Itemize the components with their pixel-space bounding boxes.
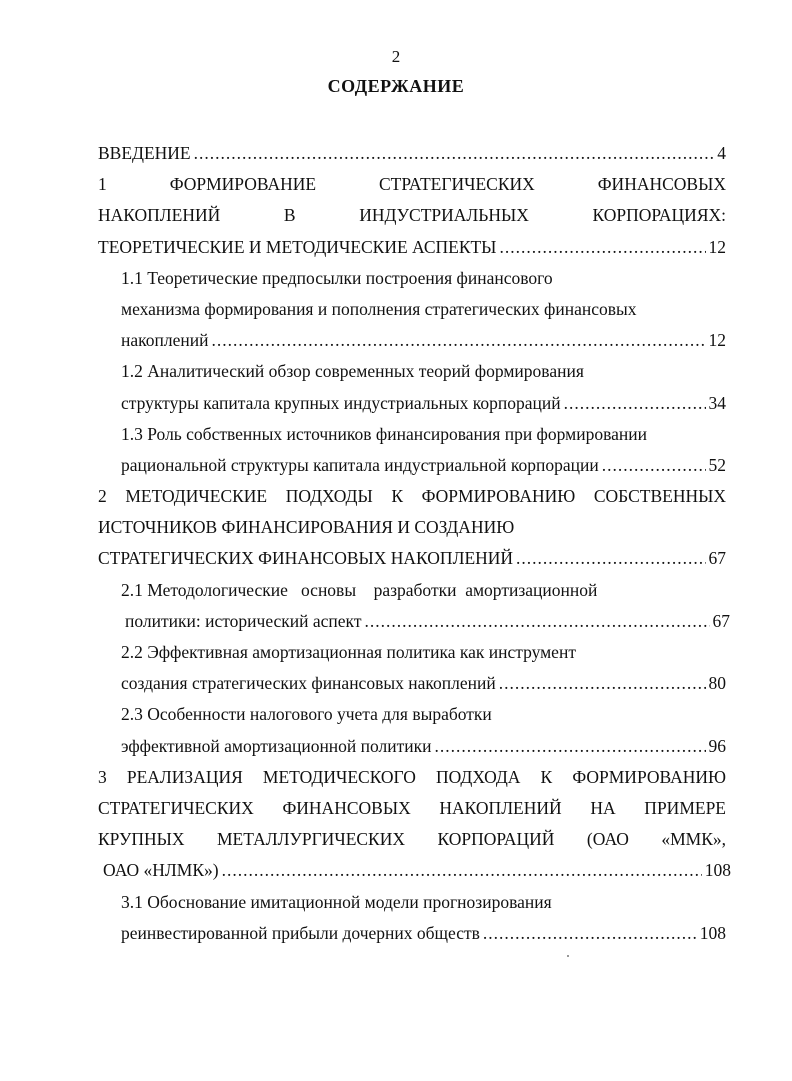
toc-section-2-3-line-2[interactable] xyxy=(121,731,726,762)
toc-entry-text: 3.1 Обоснование имитационной модели прогнозирования xyxy=(121,891,552,912)
toc-entry-text: 2.2 Эффективная амортизационная политика как инструмент xyxy=(121,642,576,662)
toc-section-1-1-line-3[interactable] xyxy=(121,325,726,356)
toc-entry-text: ИСТОЧНИКОВ ФИНАНСИРОВАНИЯ И СОЗДАНИЮ xyxy=(98,517,515,538)
toc-section-1-2-line-2[interactable] xyxy=(121,388,726,419)
toc-chapter-3-line-1[interactable] xyxy=(98,762,726,793)
toc-entry-text: рациональной структуры капитала индустриальной корпорации xyxy=(121,454,599,475)
toc-chapter-3-line-4[interactable] xyxy=(98,855,731,886)
dot-leader xyxy=(602,450,706,481)
toc-entry-text: ТЕОРЕТИЧЕСКИЕ И МЕТОДИЧЕСКИЕ АСПЕКТЫ xyxy=(98,236,497,257)
toc-entry-text: структуры капитала крупных индустриальных корпораций xyxy=(121,392,561,413)
toc-section-3-1-line-1[interactable] xyxy=(121,887,726,918)
toc-page-number: 108 xyxy=(704,860,731,881)
toc-entry-text: механизма формирования и пополнения стратегических финансовых xyxy=(121,298,637,319)
toc-entry-text: 1.3 Роль собственных источников финансирования при формировании xyxy=(121,423,647,444)
toc-page-number: 67 xyxy=(712,610,730,631)
toc-entry-text: эффективной амортизационной политики xyxy=(121,735,432,756)
toc-chapter-1-line-2[interactable] xyxy=(98,200,726,231)
toc-entry-text: 2.1 Методологические основы разработки амортизационной xyxy=(121,579,598,600)
dot-leader xyxy=(364,606,709,637)
toc-entry-text: СТРАТЕГИЧЕСКИХ ФИНАНСОВЫХ НАКОПЛЕНИЙ xyxy=(98,548,514,569)
toc-section-3-1-line-2[interactable] xyxy=(121,918,726,949)
toc-section-2-1-line-2[interactable] xyxy=(121,606,730,637)
scan-speck xyxy=(567,955,569,957)
toc-entry-text: 2.3 Особенности налогового учета для выработки xyxy=(121,704,492,725)
toc-entry-text: 3 РЕАЛИЗАЦИЯ МЕТОДИЧЕСКОГО ПОДХОДА К ФОРМИРОВАНИЮ xyxy=(98,766,726,787)
toc-entry-text: реинвестированной прибыли дочерних обществ xyxy=(121,922,480,943)
dot-leader xyxy=(211,325,705,356)
toc-chapter-1-line-3[interactable] xyxy=(98,232,726,263)
toc-entry-text: 1.1 Теоретические предпосылки построения финансового xyxy=(121,267,553,288)
toc-chapter-1-line-1[interactable] xyxy=(98,169,726,200)
toc-section-2-2-line-2[interactable] xyxy=(121,668,726,699)
toc-chapter-3-line-3[interactable] xyxy=(98,824,726,855)
toc-section-1-1-line-2[interactable] xyxy=(121,294,726,325)
table-of-contents xyxy=(0,138,792,949)
toc-entry-text: 2 МЕТОДИЧЕСКИЕ ПОДХОДЫ К ФОРМИРОВАНИЮ СОБСТВЕННЫХ xyxy=(98,486,726,507)
toc-section-2-1-line-1[interactable] xyxy=(121,575,726,606)
toc-page-number: 52 xyxy=(708,454,726,475)
page-title: СОДЕРЖАНИЕ xyxy=(327,76,465,96)
toc-section-2-2-line-1[interactable] xyxy=(121,637,726,668)
toc-page-number: 12 xyxy=(708,236,726,257)
toc-page-number: 108 xyxy=(699,922,726,943)
toc-entry-text: НАКОПЛЕНИЙ В ИНДУСТРИАЛЬНЫХ КОРПОРАЦИЯХ: xyxy=(98,205,726,226)
dot-leader xyxy=(222,855,702,886)
toc-page-number: 67 xyxy=(708,548,726,569)
dot-leader xyxy=(516,543,705,574)
toc-chapter-2-line-2[interactable] xyxy=(98,512,726,543)
toc-entry-introduction[interactable] xyxy=(98,138,726,169)
toc-entry-text: ВВЕДЕНИЕ xyxy=(98,143,191,163)
dot-leader xyxy=(483,918,697,949)
toc-page-number: 12 xyxy=(708,330,726,351)
toc-page-number: 34 xyxy=(708,392,726,413)
page-number: 2 xyxy=(391,47,401,66)
toc-section-1-1-line-1[interactable] xyxy=(121,263,726,294)
toc-entry-text: КРУПНЫХ МЕТАЛЛУРГИЧЕСКИХ КОРПОРАЦИЙ (ОАО «ММК», xyxy=(98,829,726,850)
toc-chapter-3-line-2[interactable] xyxy=(98,793,726,824)
toc-entry-text: накоплений xyxy=(121,330,209,351)
toc-section-2-3-line-1[interactable] xyxy=(121,699,726,730)
toc-entry-text: создания стратегических финансовых накоплений xyxy=(121,673,496,694)
toc-entry-text: ОАО «НЛМК») xyxy=(103,860,219,881)
toc-page-number: 4 xyxy=(717,143,726,163)
dot-leader xyxy=(194,138,715,169)
toc-chapter-2-line-1[interactable] xyxy=(98,481,726,512)
dot-leader xyxy=(499,232,705,263)
dot-leader xyxy=(564,388,706,419)
toc-entry-text: 1.2 Аналитический обзор современных теорий формирования xyxy=(121,361,584,382)
toc-chapter-2-line-3[interactable] xyxy=(98,543,726,574)
toc-section-1-2-line-1[interactable] xyxy=(121,356,726,387)
dot-leader xyxy=(435,731,706,762)
dot-leader xyxy=(499,668,706,699)
toc-page-number: 96 xyxy=(708,735,726,756)
toc-page-number: 80 xyxy=(708,673,726,694)
toc-entry-text: 1 ФОРМИРОВАНИЕ СТРАТЕГИЧЕСКИХ ФИНАНСОВЫХ xyxy=(98,174,726,195)
toc-section-1-3-line-1[interactable] xyxy=(121,419,726,450)
toc-section-1-3-line-2[interactable] xyxy=(121,450,726,481)
toc-entry-text: политики: исторический аспект xyxy=(125,610,362,631)
toc-entry-text: СТРАТЕГИЧЕСКИХ ФИНАНСОВЫХ НАКОПЛЕНИЙ НА ПРИМЕРЕ xyxy=(98,797,726,818)
